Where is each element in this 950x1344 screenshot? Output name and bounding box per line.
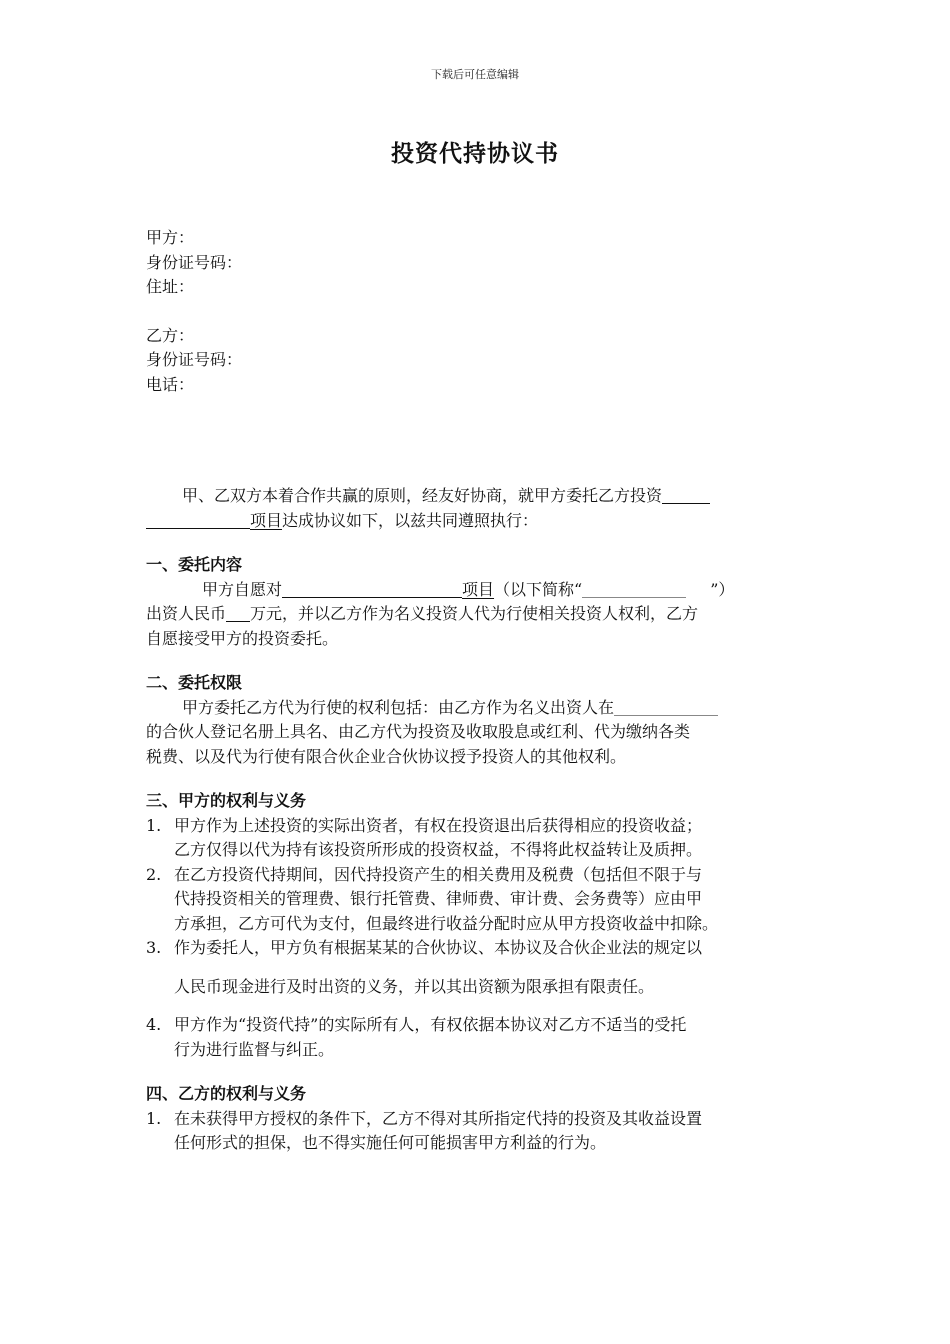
section-2-heading: 二、委托权限: [146, 673, 243, 692]
blank-line: [226, 603, 250, 622]
item-line: 乙方仅得以代为持有该投资所形成的投资权益，不得将此权益转让及质押。: [174, 840, 703, 859]
section-4-item-1: [146, 1107, 811, 1156]
item-line: 甲方作为“投资代持”的实际所有人，有权依据本协议对乙方不适当的受托: [174, 1015, 687, 1034]
section-3-item-1: [146, 814, 811, 863]
item-line: 任何形式的担保，也不得实施任何可能损害甲方利益的行为。: [174, 1133, 607, 1152]
blank-line: [614, 697, 718, 716]
section-3-heading: 三、甲方的权利与义务: [146, 791, 307, 810]
item-line: 在乙方投资代持期间，因代持投资产生的相关费用及税费（包括但不限于与: [174, 864, 703, 884]
section-2-line-3: 税费、以及代为行使有限合伙企业合伙协议授予投资人的其他权利。: [146, 746, 627, 766]
party-a-address-label: 住址：: [146, 277, 195, 296]
item-line: 代持投资相关的管理费、银行托管费、律师费、审计费、会务费等）应由甲: [174, 889, 703, 908]
item-line: 在未获得甲方授权的条件下，乙方不得对其所指定代持的投资及其收益设置: [174, 1108, 703, 1128]
item-number: 1.: [146, 815, 162, 835]
document-body: [146, 226, 811, 1156]
section-3-item-2: [146, 863, 811, 937]
section-1-line-2: [146, 602, 811, 627]
blank-line: [582, 579, 686, 598]
section-2-line-1: [146, 696, 811, 721]
section-2-line-2: 的合伙人登记名册上具名、由乙方代为投资及收取股息或红利、代为缴纳各类: [146, 722, 691, 741]
section-1-line-1: [146, 578, 811, 603]
section-3-item-4: [146, 1013, 811, 1062]
intro-project: 项目: [250, 510, 283, 530]
party-b-phone-label: 电话：: [146, 374, 195, 394]
party-a-id-label: 身份证号码：: [146, 252, 243, 272]
header-note: 下载后可任意编辑: [431, 68, 519, 81]
section-1-text-a: 甲方自愿对: [202, 579, 283, 599]
intro-line-1: [146, 484, 811, 509]
blank-line: [282, 579, 462, 598]
party-b-id-label: 身份证号码：: [146, 350, 243, 369]
section-2-text-a: 甲方委托乙方代为行使的权利包括：由乙方作为名义出资人在: [182, 697, 615, 717]
item-number: 2.: [146, 864, 162, 884]
section-1-heading: 一、委托内容: [146, 555, 243, 574]
party-b-label: 乙方：: [146, 325, 195, 345]
intro-line-2: [146, 509, 811, 534]
document-title: 投资代持协议书: [391, 140, 559, 167]
blank-line: [662, 485, 710, 504]
intro-text-2: 达成协议如下，以兹共同遵照执行：: [282, 510, 539, 530]
party-a-label: 甲方：: [146, 228, 195, 247]
item-line: 甲方作为上述投资的实际出资者，有权在投资退出后获得相应的投资收益；: [174, 815, 703, 835]
section-1-line-3: 自愿接受甲方的投资委托。: [146, 628, 339, 648]
item-line: 作为委托人，甲方负有根据某某的合伙协议、本协议及合伙企业法的规定以: [174, 938, 703, 957]
section-4-heading: 四、乙方的权利与义务: [146, 1084, 307, 1103]
blank-line: [146, 510, 250, 529]
item-number: 4.: [146, 1015, 162, 1034]
section-1-text-c: ”）: [710, 579, 735, 599]
section-1-text-e: 万元，并以乙方作为名义投资人代为行使相关投资人权利，乙方: [250, 604, 699, 623]
section-3-item-3: [146, 936, 811, 999]
item-number: 1.: [146, 1108, 162, 1128]
intro-text-1: 甲、乙双方本着合作共赢的原则，经友好协商，就甲方委托乙方投资: [182, 486, 663, 505]
item-line: 方承担，乙方可代为支付，但最终进行收益分配时应从甲方投资收益中扣除。: [174, 913, 719, 933]
section-1-text-b: （以下简称“: [494, 579, 583, 599]
section-1-text-d: 出资人民币: [146, 604, 227, 623]
item-number: 3.: [146, 938, 162, 957]
item-line: 人民币现金进行及时出资的义务，并以其出资额为限承担有限责任。: [174, 976, 655, 996]
item-line: 行为进行监督与纠正。: [174, 1039, 335, 1059]
section-1-project: 项目: [462, 579, 495, 599]
